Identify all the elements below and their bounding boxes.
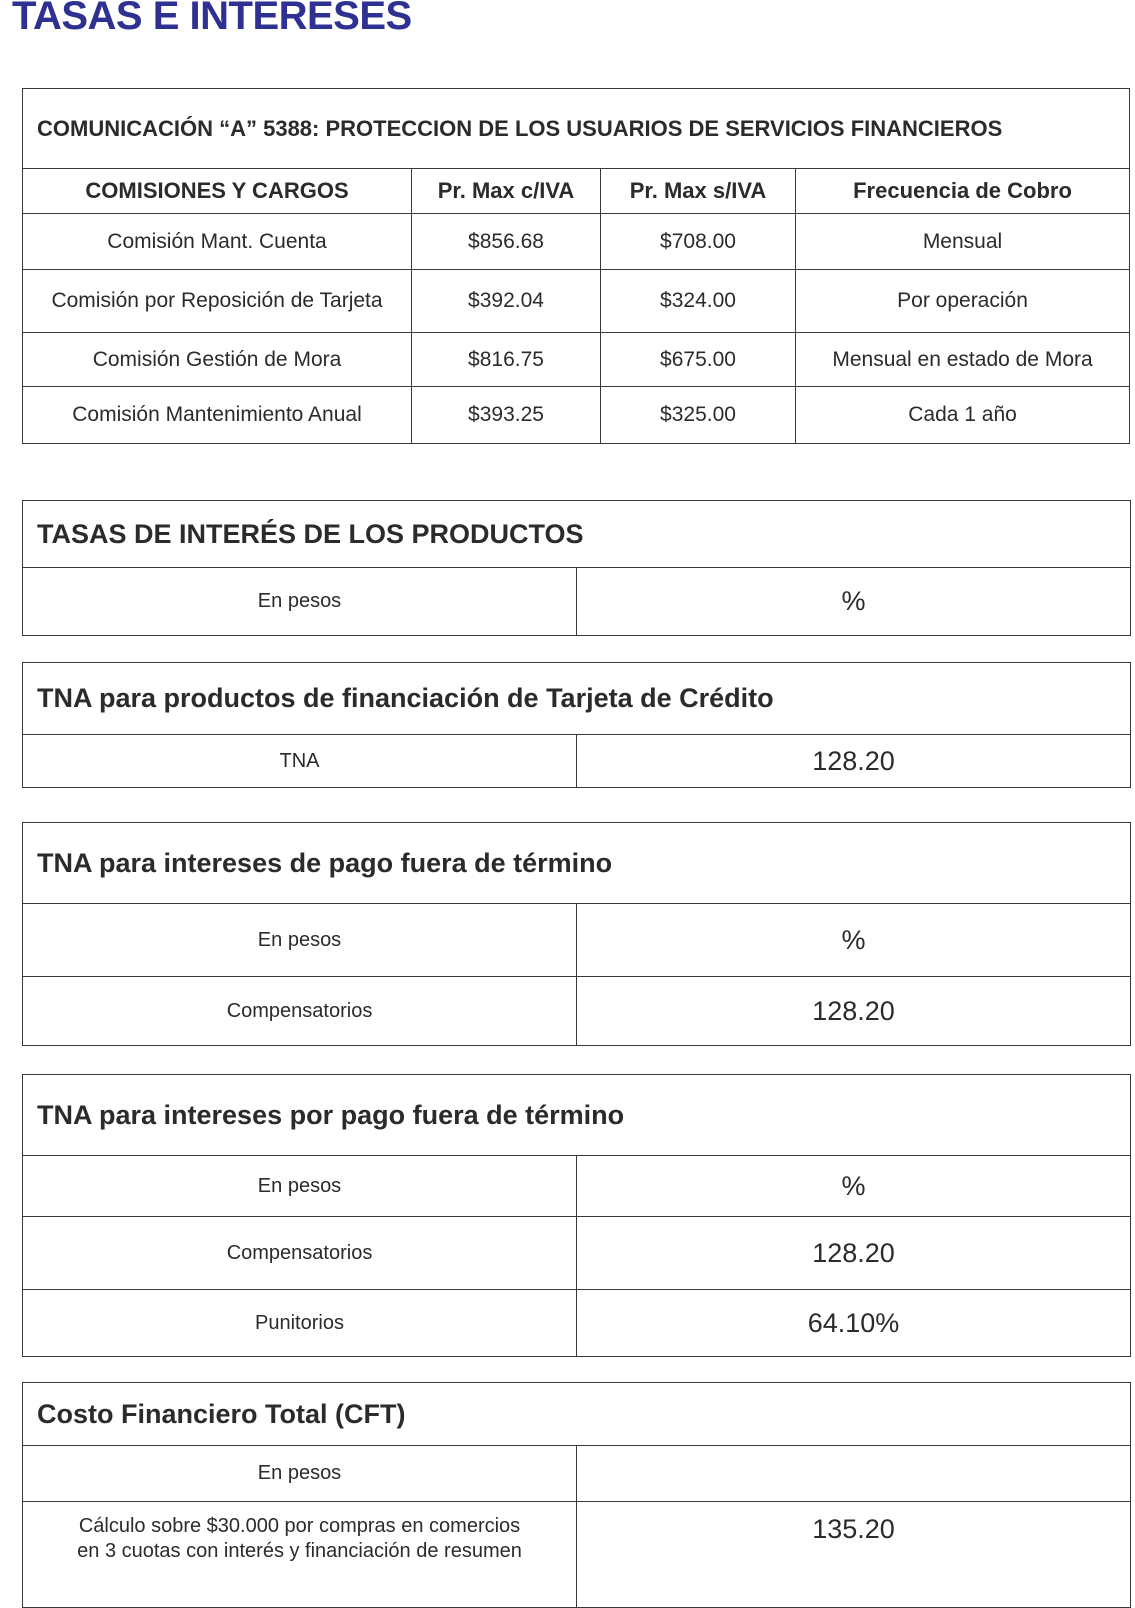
section-title: TNA para intereses por pago fuera de término [23, 1075, 1131, 1156]
tasas-productos-table [22, 500, 1131, 636]
section-title: TNA para productos de financiación de Tarjeta de Crédito [23, 663, 1131, 735]
row-value: 128.20 [577, 1217, 1131, 1290]
section-title: Costo Financiero Total (CFT) [23, 1383, 1131, 1446]
col-con-iva: Pr. Max c/IVA [412, 169, 601, 214]
frecuencia: Cada 1 año [796, 387, 1130, 444]
tna-financiacion-table [22, 662, 1131, 788]
tna-pago-fuera-table [22, 822, 1131, 1046]
precio-con-iva: $816.75 [412, 333, 601, 387]
col-frecuencia: Frecuencia de Cobro [796, 169, 1130, 214]
row-label: En pesos [23, 904, 577, 977]
col-sin-iva: Pr. Max s/IVA [601, 169, 796, 214]
frecuencia: Mensual [796, 214, 1130, 270]
table-row [23, 214, 1130, 270]
section-title: TASAS DE INTERÉS DE LOS PRODUCTOS [23, 501, 1131, 568]
table-row [23, 387, 1130, 444]
table-row [23, 333, 1130, 387]
comisiones-header: COMUNICACIÓN “A” 5388: PROTECCION DE LOS USUARIOS DE SERVICIOS FINANCIEROS [23, 89, 1130, 169]
page-title: TASAS E INTERESES [12, 0, 412, 38]
section-title: TNA para intereses de pago fuera de término [23, 823, 1131, 904]
row-value: % [577, 568, 1131, 636]
precio-sin-iva: $675.00 [601, 333, 796, 387]
row-label: En pesos [23, 1446, 577, 1502]
frecuencia: Mensual en estado de Mora [796, 333, 1130, 387]
concepto: Comisión Gestión de Mora [23, 333, 412, 387]
row-label: En pesos [23, 568, 577, 636]
precio-con-iva: $392.04 [412, 270, 601, 333]
cft-calculation [23, 1502, 577, 1608]
tna-por-pago-fuera-table [22, 1074, 1131, 1357]
cft-calc-line-1: Cálculo sobre $30.000 por compras en comercios [78, 1515, 521, 1537]
concepto: Comisión Mant. Cuenta [23, 214, 412, 270]
row-label: Punitorios [23, 1290, 577, 1357]
row-value: 128.20 [577, 977, 1131, 1046]
cft-value: 135.20 [577, 1502, 1131, 1608]
cft-calc-line-2: en 3 cuotas con interés y financiación de resumen [77, 1540, 522, 1562]
concepto: Comisión Mantenimiento Anual [23, 387, 412, 444]
col-comisiones: COMISIONES Y CARGOS [23, 169, 412, 214]
frecuencia: Por operación [796, 270, 1130, 333]
precio-sin-iva: $708.00 [601, 214, 796, 270]
row-value [577, 1446, 1131, 1502]
row-label: En pesos [23, 1156, 577, 1217]
row-value: 128.20 [577, 735, 1131, 788]
cft-table [22, 1382, 1131, 1608]
precio-con-iva: $856.68 [412, 214, 601, 270]
row-value: % [577, 904, 1131, 977]
row-label: TNA [23, 735, 577, 788]
row-value: % [577, 1156, 1131, 1217]
row-value: 64.10% [577, 1290, 1131, 1357]
comisiones-table [22, 88, 1130, 444]
row-label: Compensatorios [23, 977, 577, 1046]
concepto: Comisión por Reposición de Tarjeta [23, 270, 412, 333]
table-row [23, 270, 1130, 333]
precio-con-iva: $393.25 [412, 387, 601, 444]
precio-sin-iva: $324.00 [601, 270, 796, 333]
row-label: Compensatorios [23, 1217, 577, 1290]
precio-sin-iva: $325.00 [601, 387, 796, 444]
